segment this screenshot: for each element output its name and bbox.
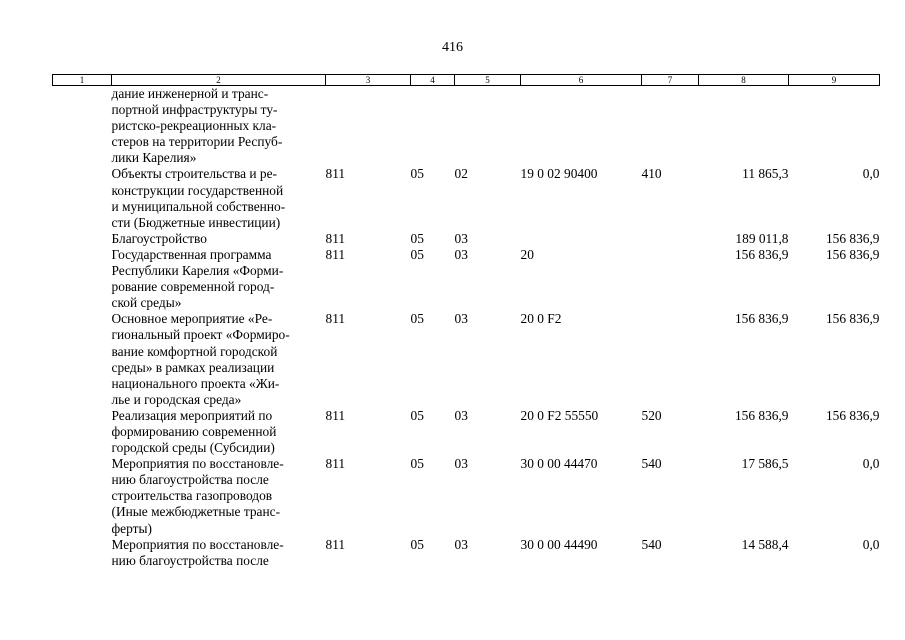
- table-row: [53, 166, 880, 230]
- expense-type-code: 540: [641, 456, 662, 472]
- column-header: 4: [411, 75, 455, 86]
- section-code: 05: [410, 246, 424, 262]
- amount-year-1: 14 588,4: [741, 536, 789, 552]
- expense-type-code: 410: [641, 166, 662, 182]
- col1-cell: [53, 537, 112, 569]
- amount-year-2: 0,0: [862, 536, 880, 552]
- subsection-code: 03: [454, 246, 468, 262]
- amount-year-1: 11 865,3: [742, 166, 789, 182]
- column-header: 7: [642, 75, 699, 86]
- section-code: 05: [410, 407, 424, 423]
- amount-year-2: 0,0: [862, 166, 880, 182]
- target-article-code: [521, 231, 642, 247]
- expense-type-code: [642, 86, 699, 167]
- item-name: Мероприятия по восстановле- нию благоустройства после: [111, 536, 284, 568]
- amount-year-1: [699, 86, 789, 167]
- budget-table: [52, 74, 880, 569]
- chapter-code: 811: [325, 311, 346, 327]
- target-article-code: 19 0 02 90400: [520, 166, 598, 182]
- amount-year-2: 0,0: [862, 456, 880, 472]
- amount-year-1: 156 836,9: [734, 407, 789, 423]
- table-row: [53, 231, 880, 247]
- column-header: 6: [521, 75, 642, 86]
- expense-type-code: [642, 247, 699, 311]
- chapter-code: 811: [325, 407, 346, 423]
- table-row: [53, 311, 880, 408]
- item-name: Объекты строительства и ре- конструкции государственной и муниципальной собственно- сти (Бюджетные инвестиции): [111, 166, 286, 230]
- amount-year-1: 156 836,9: [734, 246, 789, 262]
- target-article-code: [521, 86, 642, 167]
- section-code: 05: [410, 230, 424, 246]
- section-code: 05: [410, 166, 424, 182]
- column-header: 8: [699, 75, 789, 86]
- table-row: [53, 456, 880, 536]
- table-row: [53, 86, 880, 167]
- amount-year-2: 156 836,9: [825, 407, 880, 423]
- subsection-code: [455, 86, 521, 167]
- target-article-code: 30 0 00 44470: [520, 456, 598, 472]
- col1-cell: [53, 408, 112, 456]
- subsection-code: 03: [454, 456, 468, 472]
- section-code: 05: [410, 536, 424, 552]
- amount-year-1: 189 011,8: [735, 230, 789, 246]
- chapter-code: [326, 86, 411, 167]
- expense-type-code: 520: [641, 407, 662, 423]
- target-article-code: 30 0 00 44490: [520, 536, 598, 552]
- target-article-code: 20 0 F2 55550: [520, 407, 599, 423]
- page-number: 416: [442, 40, 463, 55]
- item-name: Мероприятия по восстановле- нию благоустройства после строительства газопроводов (Иные межбюджетные транс- ферты): [111, 456, 284, 536]
- column-header: 9: [789, 75, 880, 86]
- subsection-code: 02: [454, 166, 468, 182]
- col1-cell: [53, 247, 112, 311]
- chapter-code: 811: [325, 536, 346, 552]
- subsection-code: 03: [454, 311, 468, 327]
- subsection-code: 03: [454, 536, 468, 552]
- expense-type-code: [642, 231, 699, 247]
- header-row: [53, 75, 880, 86]
- item-name: Реализация мероприятий по формированию современной городской среды (Субсидии): [111, 407, 277, 456]
- item-name: Государственная программа Республики Карелия «Форми- рование современной город- ской среды»: [111, 246, 284, 311]
- amount-year-2: 156 836,9: [825, 246, 880, 262]
- item-name: дание инженерной и транс- портной инфраструктуры ту- ристско-рекреационных кла- стеров на территории Респуб- лики Карелия»: [111, 86, 283, 166]
- table-row: [53, 247, 880, 311]
- table-row: [53, 408, 880, 456]
- expense-type-code: 540: [641, 536, 662, 552]
- item-name: Благоустройство: [111, 230, 207, 246]
- amount-year-2: [789, 86, 880, 167]
- col1-cell: [53, 456, 112, 536]
- target-article-code: 20: [520, 246, 534, 262]
- col1-cell: [53, 231, 112, 247]
- col1-cell: [53, 166, 112, 230]
- amount-year-2: 156 836,9: [825, 230, 880, 246]
- column-header: 2: [112, 75, 326, 86]
- subsection-code: 03: [454, 407, 468, 423]
- chapter-code: 811: [325, 246, 346, 262]
- section-code: 05: [410, 456, 424, 472]
- table-row: [53, 537, 880, 569]
- target-article-code: 20 0 F2: [520, 311, 562, 327]
- column-header: 1: [53, 75, 112, 86]
- chapter-code: 811: [325, 166, 346, 182]
- amount-year-2: 156 836,9: [825, 311, 880, 327]
- expense-type-code: [642, 311, 699, 408]
- column-header: 3: [326, 75, 411, 86]
- section-code: [411, 86, 455, 167]
- col1-cell: [53, 86, 112, 167]
- amount-year-1: 156 836,9: [734, 311, 789, 327]
- item-name: Основное мероприятие «Ре- гиональный проект «Формиро- вание комфортной городской среды» в рамках реализации национального проекта «Жи- лье и городская среда»: [111, 311, 290, 407]
- amount-year-1: 17 586,5: [741, 456, 789, 472]
- chapter-code: 811: [325, 230, 346, 246]
- col1-cell: [53, 311, 112, 408]
- chapter-code: 811: [325, 456, 346, 472]
- column-header: 5: [455, 75, 521, 86]
- section-code: 05: [410, 311, 424, 327]
- subsection-code: 03: [454, 230, 468, 246]
